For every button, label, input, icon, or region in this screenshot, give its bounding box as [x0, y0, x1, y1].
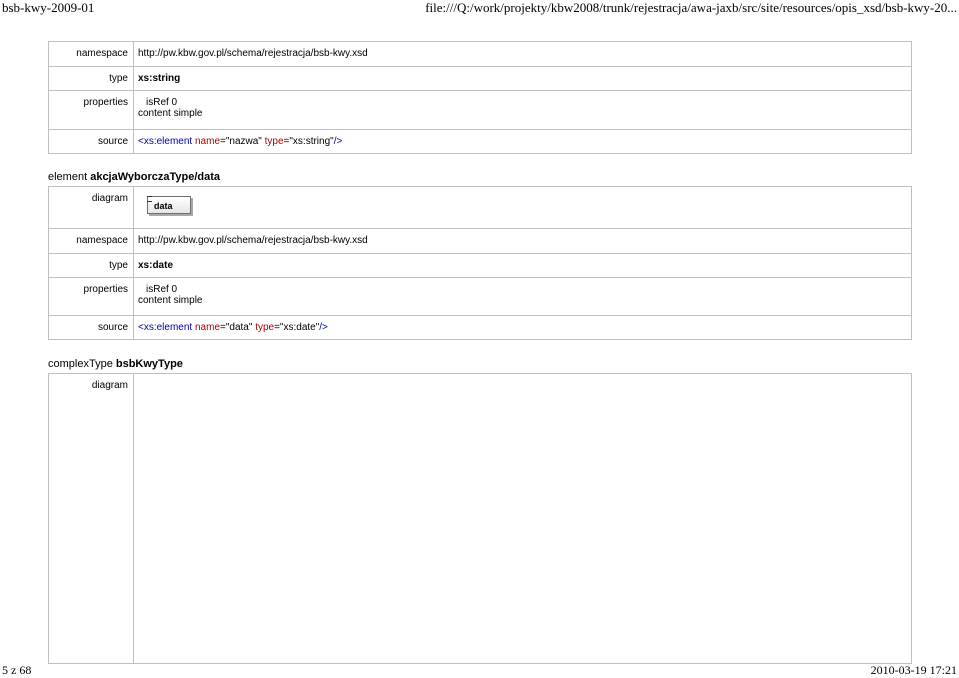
source-attr-name: name: [194, 322, 220, 333]
prop-content: content simple: [138, 108, 203, 119]
diagram-cell: [134, 374, 912, 664]
source-attr-type-value: ="xs:string": [283, 136, 334, 147]
diagram-element-icon: [147, 196, 152, 202]
section-title: bsbKwyType: [115, 358, 183, 370]
source-tag-close: />: [333, 136, 343, 147]
section-title: akcjaWyborczaType/data: [90, 171, 221, 183]
properties-value: [134, 91, 912, 130]
properties-label: properties: [49, 91, 134, 130]
page-number: 5 z 68: [2, 663, 32, 677]
source-attr-type: type: [264, 136, 284, 147]
section-heading-bsbkwytype: [48, 358, 183, 370]
element-table-data: [48, 186, 912, 340]
diagram-element-label: data: [154, 201, 173, 211]
properties-label: properties: [49, 278, 134, 316]
type-label: type: [49, 254, 134, 278]
source-attr-name-value: ="nazwa": [220, 136, 265, 147]
source-attr-type: type: [255, 322, 275, 333]
namespace-value: http://pw.kbw.gov.pl/schema/rejestracja/bsb-kwy.xsd: [134, 229, 912, 254]
source-attr-name-value: ="data": [220, 322, 256, 333]
namespace-label: namespace: [49, 229, 134, 254]
prop-isref: isRef 0: [146, 97, 178, 108]
source-tag-close: />: [319, 322, 328, 333]
page-header-url: file:///Q:/work/projekty/kbw2008/trunk/rejestracja/awa-jaxb/src/site/resources/opis_xsd/bsb-kwy-20...: [425, 0, 957, 15]
complextype-table-bsbkwytype: [48, 373, 912, 664]
source-label: source: [49, 316, 134, 340]
source-code: [134, 316, 912, 340]
source-tag-open: <xs:element: [138, 322, 195, 333]
section-heading-data: [48, 171, 220, 183]
prop-content: content simple: [138, 295, 203, 306]
section-prefix: element: [48, 171, 91, 183]
type-label: type: [49, 67, 134, 91]
source-tag-open: <xs:element: [138, 136, 195, 147]
page-header-title: bsb-kwy-2009-01: [2, 0, 95, 15]
diagram-cell: [134, 187, 912, 229]
print-datetime: 2010-03-19 17:21: [870, 663, 957, 677]
diagram-element-box: [147, 196, 191, 214]
namespace-label: namespace: [49, 42, 134, 67]
prop-isref: isRef 0: [146, 284, 178, 295]
source-label: source: [49, 130, 134, 154]
source-attr-type-value: ="xs:date": [274, 322, 320, 333]
source-attr-name: name: [194, 136, 220, 147]
namespace-value: http://pw.kbw.gov.pl/schema/rejestracja/bsb-kwy.xsd: [134, 42, 912, 67]
type-value: xs:date: [134, 254, 912, 278]
properties-value: [134, 278, 912, 316]
element-table-nazwa: [48, 41, 912, 154]
diagram-label: diagram: [49, 374, 134, 664]
diagram-label: diagram: [49, 187, 134, 229]
source-code: [134, 130, 912, 154]
type-value: xs:string: [134, 67, 912, 91]
section-prefix: complexType: [48, 358, 116, 370]
